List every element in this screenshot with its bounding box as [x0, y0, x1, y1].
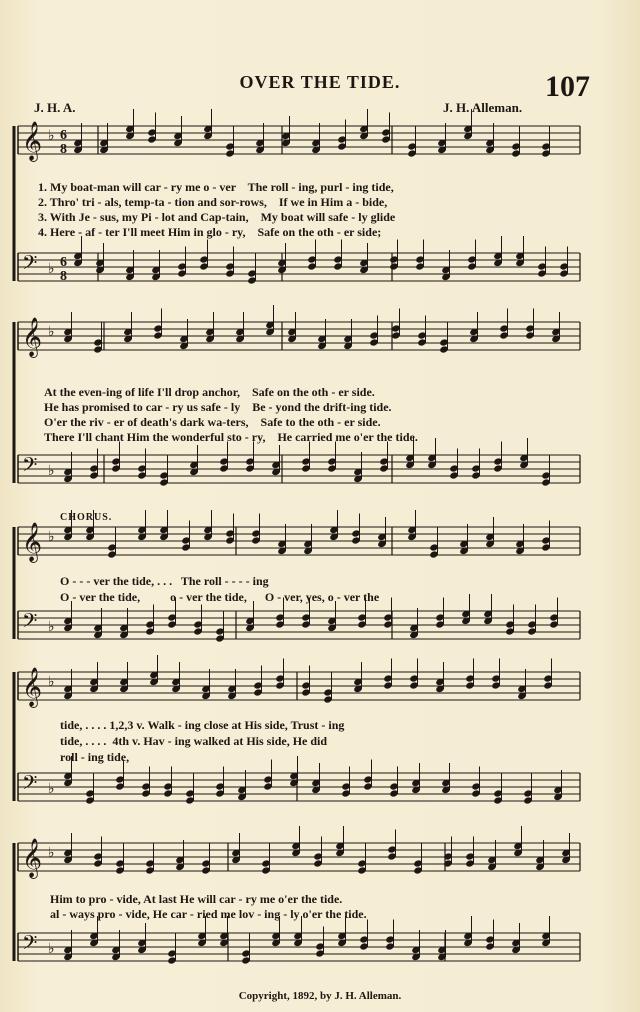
chorus-2-line-2: tide, . . . . 4th v. Hav - ing walked at His side, He did: [60, 734, 328, 748]
time-signature: 6: [60, 128, 67, 143]
flat-icon: ♭: [48, 845, 55, 861]
lyricist-credit: J. H. A.: [34, 100, 76, 115]
verse-1-line-4: 4. Here - af - ter I'll meet Him in glo - ry, Safe on the oth - er side;: [38, 225, 382, 239]
bass-clef-icon: 𝄢: [22, 453, 38, 481]
staff: [18, 611, 580, 639]
treble-clef-icon: 𝄞: [22, 121, 43, 161]
treble-clef-icon: 𝄞: [22, 838, 43, 878]
verse-2-line-1: At the even-ing of life I'll drop anchor, Safe on the oth - er side.: [44, 385, 375, 399]
verse-1-line-3: 3. With Je - sus, my Pi - lot and Cap-tain, My boat will safe - ly glide: [38, 210, 396, 224]
time-signature: 8: [60, 269, 67, 284]
treble-clef-icon: 𝄞: [22, 667, 43, 707]
verse-1-line-2: 2. Thro' tri - als, temp-ta - tion and sor-rows, If we in Him a - bide,: [38, 195, 388, 209]
chorus-label: CHORUS.: [60, 512, 113, 523]
copyright-notice: Copyright, 1892, by J. H. Alleman.: [238, 990, 402, 1002]
flat-icon: ♭: [48, 261, 55, 277]
treble-clef-icon: 𝄞: [22, 317, 43, 357]
flat-icon: ♭: [48, 941, 55, 957]
verse-2-line-3: O'er the riv - er of death's dark wa-ters, Safe to the oth - er side.: [44, 415, 381, 429]
chorus-2-line-1: tide, . . . . 1,2,3 v. Walk - ing close at His side, Trust - ing: [60, 718, 345, 732]
chorus-1-line-2: O - ver the tide, o - ver the tide, O - ver, yes, o - ver the: [60, 590, 380, 604]
time-signature: 8: [60, 142, 67, 157]
bass-clef-icon: 𝄢: [22, 251, 38, 279]
bass-clef-icon: 𝄢: [22, 771, 38, 799]
flat-icon: ♭: [48, 529, 55, 545]
flat-icon: ♭: [48, 324, 55, 340]
bass-clef-icon: 𝄢: [22, 931, 38, 959]
composer-credit: J. H. Alleman.: [443, 100, 523, 115]
verse-2-line-4: There I'll chant Him the wonderful sto - ry, He carried me o'er the tide.: [44, 430, 418, 444]
flat-icon: ♭: [48, 619, 55, 635]
time-signature: 6: [60, 255, 67, 270]
staff: [18, 773, 580, 801]
verse-1-line-1: 1. My boat-man will car - ry me o - ver The roll - ing, purl - ing tide,: [38, 180, 394, 194]
chorus-3-line-2: al - ways pro - vide, He car - ried me lov - ing - ly o'er the tide.: [50, 907, 367, 921]
flat-icon: ♭: [48, 128, 55, 144]
bass-clef-icon: 𝄢: [22, 609, 38, 637]
flat-icon: ♭: [48, 674, 55, 690]
staff: [18, 527, 580, 555]
page-number: 107: [545, 70, 590, 103]
chorus-3-line-1: Him to pro - vide, At last He will car - ry me o'er the tide.: [50, 892, 343, 906]
staff: [18, 322, 580, 350]
flat-icon: ♭: [48, 463, 55, 479]
flat-icon: ♭: [48, 781, 55, 797]
treble-clef-icon: 𝄞: [22, 522, 43, 562]
chorus-2-line-3: roll - ing tide,: [60, 750, 130, 764]
hymn-title: OVER THE TIDE.: [239, 72, 401, 92]
verse-2-line-2: He has promised to car - ry us safe - ly Be - yond the drift-ing tide.: [44, 400, 392, 414]
chorus-1-line-1: O - - - ver the tide, . . . The roll - - - - ing: [60, 574, 269, 588]
